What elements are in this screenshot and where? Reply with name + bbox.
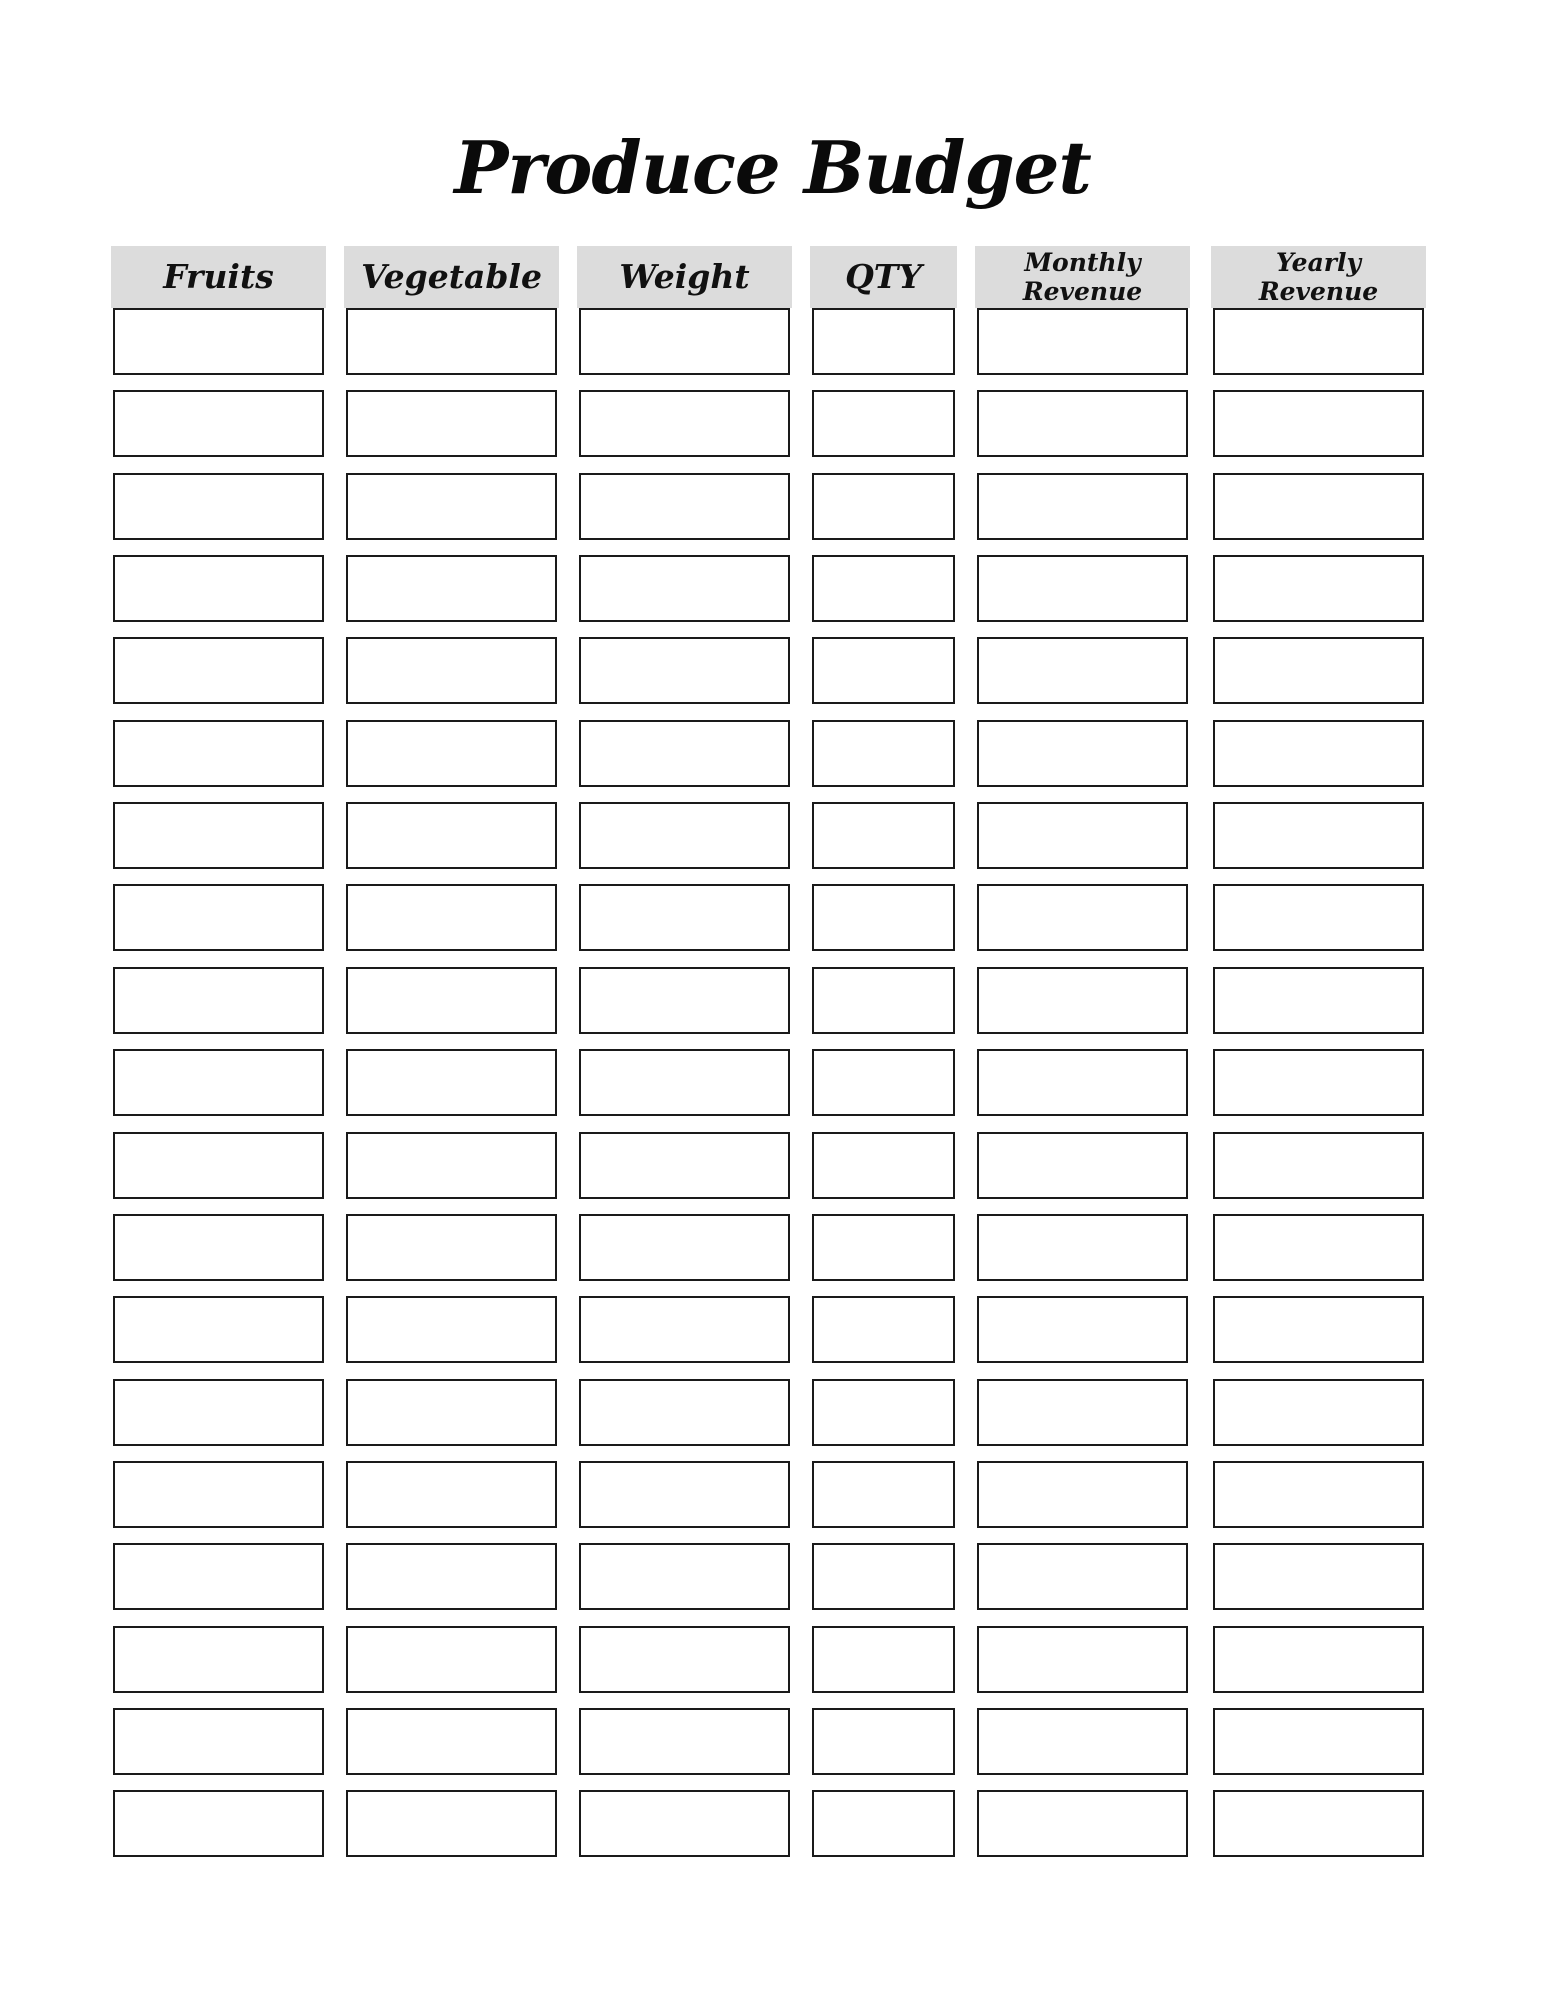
cell-fruits[interactable] <box>113 1708 324 1775</box>
cell-qty[interactable] <box>812 720 955 787</box>
cell-fruits[interactable] <box>113 1214 324 1281</box>
cell-monthly-revenue[interactable] <box>977 1049 1188 1116</box>
cell-yearly-revenue[interactable] <box>1213 1626 1424 1693</box>
cell-yearly-revenue[interactable] <box>1213 1543 1424 1610</box>
cell-fruits[interactable] <box>113 884 324 951</box>
cell-vegetable[interactable] <box>346 720 557 787</box>
column-header-qty <box>810 246 957 308</box>
cell-fruits[interactable] <box>113 308 324 375</box>
cell-weight[interactable] <box>579 1132 790 1199</box>
column-header-text: Revenue <box>1258 277 1379 306</box>
cell-weight[interactable] <box>579 1296 790 1363</box>
column-header-text: QTY <box>845 257 922 296</box>
column-monthly-revenue <box>975 246 1190 308</box>
column-header-text: Revenue <box>1022 277 1143 306</box>
cell-weight[interactable] <box>579 555 790 622</box>
cell-qty[interactable] <box>812 1214 955 1281</box>
cell-qty[interactable] <box>812 555 955 622</box>
cell-yearly-revenue[interactable] <box>1213 473 1424 540</box>
cell-vegetable[interactable] <box>346 555 557 622</box>
cell-yearly-revenue[interactable] <box>1213 637 1424 704</box>
column-header-text: Weight <box>619 257 750 296</box>
cell-vegetable[interactable] <box>346 967 557 1034</box>
cell-weight[interactable] <box>579 1708 790 1775</box>
column-header-text: Fruits <box>163 257 274 296</box>
cell-qty[interactable] <box>812 1708 955 1775</box>
cell-monthly-revenue[interactable] <box>977 967 1188 1034</box>
cell-yearly-revenue[interactable] <box>1213 1461 1424 1528</box>
cell-vegetable[interactable] <box>346 637 557 704</box>
cell-vegetable[interactable] <box>346 1214 557 1281</box>
cell-qty[interactable] <box>812 390 955 457</box>
cell-qty[interactable] <box>812 1543 955 1610</box>
cell-monthly-revenue[interactable] <box>977 1296 1188 1363</box>
cell-vegetable[interactable] <box>346 1708 557 1775</box>
cell-weight[interactable] <box>579 1461 790 1528</box>
column-header-fruits <box>111 246 326 308</box>
cell-monthly-revenue[interactable] <box>977 1461 1188 1528</box>
cell-yearly-revenue[interactable] <box>1213 308 1424 375</box>
cell-fruits[interactable] <box>113 1626 324 1693</box>
cell-fruits[interactable] <box>113 1049 324 1116</box>
cell-weight[interactable] <box>579 1626 790 1693</box>
cell-weight[interactable] <box>579 1214 790 1281</box>
cell-qty[interactable] <box>812 1049 955 1116</box>
cell-yearly-revenue[interactable] <box>1213 884 1424 951</box>
cell-monthly-revenue[interactable] <box>977 637 1188 704</box>
cell-yearly-revenue[interactable] <box>1213 1296 1424 1363</box>
cell-yearly-revenue[interactable] <box>1213 1708 1424 1775</box>
cell-vegetable[interactable] <box>346 308 557 375</box>
cell-fruits[interactable] <box>113 1543 324 1610</box>
cell-yearly-revenue[interactable] <box>1213 1132 1424 1199</box>
cell-weight[interactable] <box>579 1543 790 1610</box>
cell-qty[interactable] <box>812 637 955 704</box>
cell-fruits[interactable] <box>113 720 324 787</box>
cell-monthly-revenue[interactable] <box>977 1379 1188 1446</box>
cell-weight[interactable] <box>579 637 790 704</box>
cell-weight[interactable] <box>579 720 790 787</box>
cell-monthly-revenue[interactable] <box>977 1132 1188 1199</box>
cell-fruits[interactable] <box>113 1461 324 1528</box>
cell-monthly-revenue[interactable] <box>977 555 1188 622</box>
cell-yearly-revenue[interactable] <box>1213 720 1424 787</box>
cell-fruits[interactable] <box>113 1790 324 1857</box>
cell-weight[interactable] <box>579 390 790 457</box>
cell-fruits[interactable] <box>113 1379 324 1446</box>
cell-yearly-revenue[interactable] <box>1213 390 1424 457</box>
cell-fruits[interactable] <box>113 967 324 1034</box>
cell-fruits[interactable] <box>113 802 324 869</box>
cell-monthly-revenue[interactable] <box>977 884 1188 951</box>
cell-weight[interactable] <box>579 802 790 869</box>
cell-fruits[interactable] <box>113 390 324 457</box>
cell-fruits[interactable] <box>113 1132 324 1199</box>
cell-vegetable[interactable] <box>346 802 557 869</box>
cell-weight[interactable] <box>579 308 790 375</box>
cell-vegetable[interactable] <box>346 1049 557 1116</box>
cell-monthly-revenue[interactable] <box>977 473 1188 540</box>
cell-fruits[interactable] <box>113 637 324 704</box>
cell-qty[interactable] <box>812 1296 955 1363</box>
cell-qty[interactable] <box>812 1132 955 1199</box>
cell-weight[interactable] <box>579 1049 790 1116</box>
cell-monthly-revenue[interactable] <box>977 1708 1188 1775</box>
cell-qty[interactable] <box>812 1790 955 1857</box>
cell-yearly-revenue[interactable] <box>1213 1790 1424 1857</box>
cell-qty[interactable] <box>812 308 955 375</box>
column-header-text: Monthly <box>1024 248 1141 277</box>
column-weight <box>577 246 792 308</box>
cell-vegetable[interactable] <box>346 1543 557 1610</box>
cell-qty[interactable] <box>812 473 955 540</box>
cell-weight[interactable] <box>579 473 790 540</box>
cell-yearly-revenue[interactable] <box>1213 967 1424 1034</box>
page-title: Produce Budget <box>454 125 1091 210</box>
cell-weight[interactable] <box>579 1379 790 1446</box>
column-header-weight <box>577 246 792 308</box>
column-header-vegetable <box>344 246 559 308</box>
cell-fruits[interactable] <box>113 555 324 622</box>
cell-monthly-revenue[interactable] <box>977 1626 1188 1693</box>
cell-qty[interactable] <box>812 967 955 1034</box>
column-fruits <box>111 246 326 308</box>
cell-monthly-revenue[interactable] <box>977 720 1188 787</box>
cell-fruits[interactable] <box>113 473 324 540</box>
cell-qty[interactable] <box>812 1379 955 1446</box>
cell-weight[interactable] <box>579 884 790 951</box>
cell-fruits[interactable] <box>113 1296 324 1363</box>
cell-qty[interactable] <box>812 802 955 869</box>
cell-vegetable[interactable] <box>346 1132 557 1199</box>
cell-monthly-revenue[interactable] <box>977 1214 1188 1281</box>
cell-vegetable[interactable] <box>346 884 557 951</box>
cell-vegetable[interactable] <box>346 473 557 540</box>
cell-monthly-revenue[interactable] <box>977 308 1188 375</box>
cell-vegetable[interactable] <box>346 1626 557 1693</box>
cell-monthly-revenue[interactable] <box>977 802 1188 869</box>
column-qty <box>810 246 957 308</box>
cell-monthly-revenue[interactable] <box>977 1543 1188 1610</box>
column-header-monthly-revenue <box>975 246 1190 308</box>
cell-yearly-revenue[interactable] <box>1213 555 1424 622</box>
cell-vegetable[interactable] <box>346 390 557 457</box>
column-header-yearly-revenue <box>1211 246 1426 308</box>
cell-vegetable[interactable] <box>346 1461 557 1528</box>
cell-vegetable[interactable] <box>346 1296 557 1363</box>
column-vegetable <box>344 246 559 308</box>
cell-yearly-revenue[interactable] <box>1213 1379 1424 1446</box>
cell-weight[interactable] <box>579 1790 790 1857</box>
cell-monthly-revenue[interactable] <box>977 390 1188 457</box>
column-header-text: Yearly <box>1276 248 1361 277</box>
column-header-text: Vegetable <box>361 257 542 296</box>
cell-monthly-revenue[interactable] <box>977 1790 1188 1857</box>
cell-vegetable[interactable] <box>346 1379 557 1446</box>
cell-vegetable[interactable] <box>346 1790 557 1857</box>
cell-qty[interactable] <box>812 884 955 951</box>
cell-yearly-revenue[interactable] <box>1213 1049 1424 1116</box>
cell-qty[interactable] <box>812 1626 955 1693</box>
cell-yearly-revenue[interactable] <box>1213 1214 1424 1281</box>
cell-yearly-revenue[interactable] <box>1213 802 1424 869</box>
cell-qty[interactable] <box>812 1461 955 1528</box>
cell-weight[interactable] <box>579 967 790 1034</box>
column-yearly-revenue <box>1211 246 1426 308</box>
